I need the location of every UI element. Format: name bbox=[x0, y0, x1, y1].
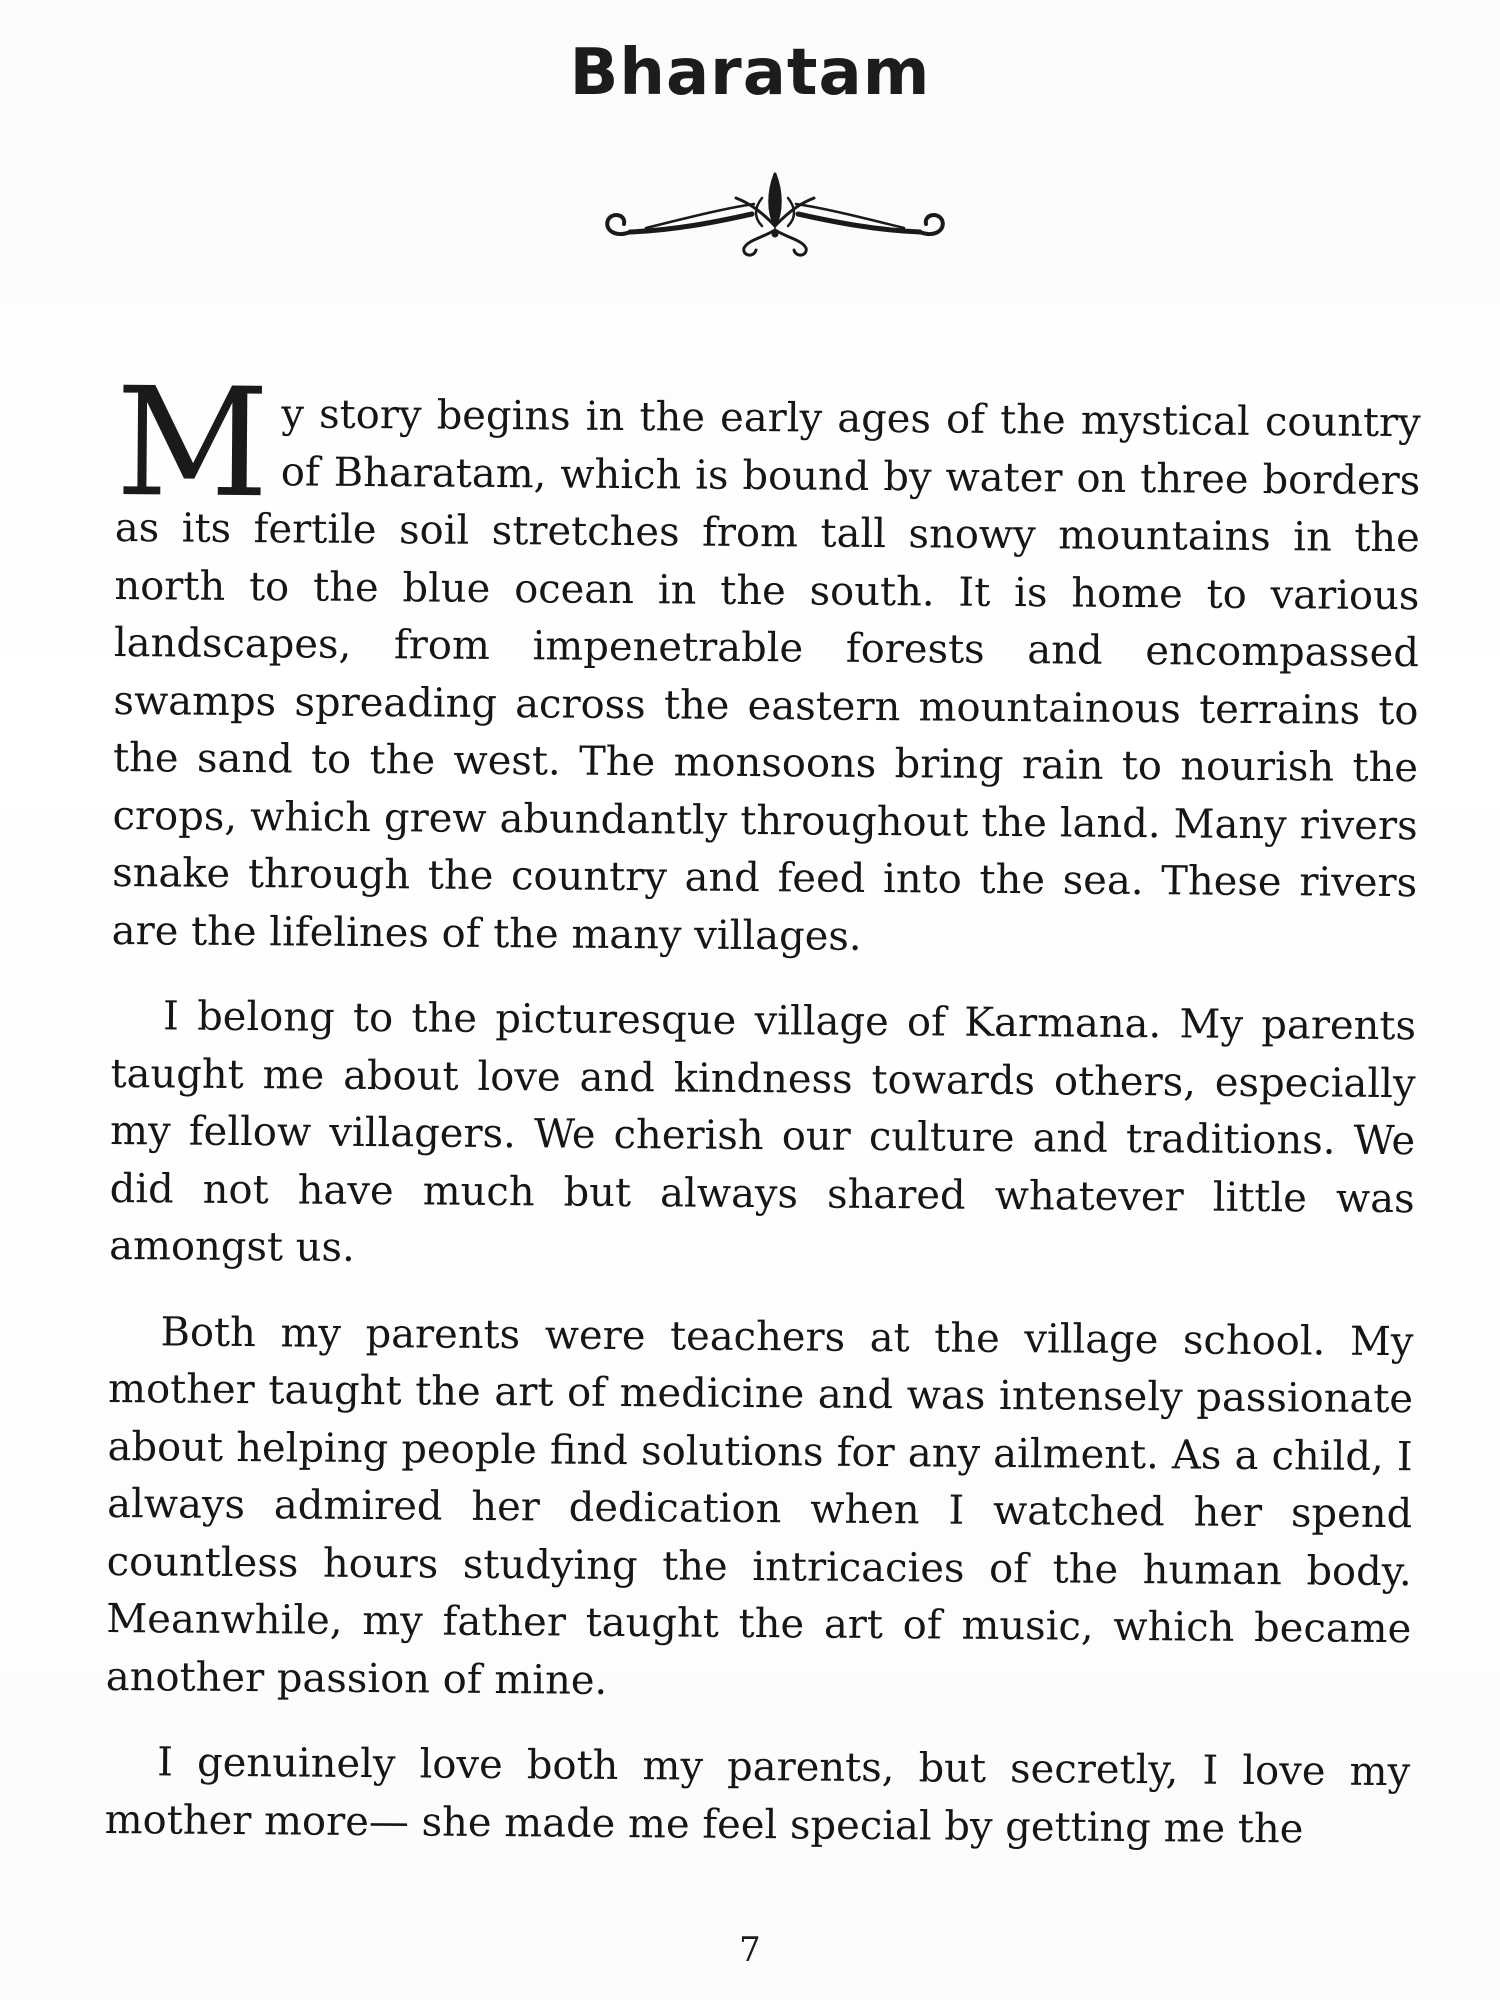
chapter-body bbox=[104, 356, 1421, 1887]
page-number: 7 bbox=[739, 1930, 761, 1970]
chapter-title: Bharatam bbox=[569, 36, 931, 110]
scroll-flourish-icon bbox=[586, 168, 964, 262]
paragraph-1 bbox=[111, 356, 1421, 970]
paragraph-1-text: y story begins in the early ages of the mystical country of Bharatam, which is bound by water on three borders as its fertile soil stretches from tall snowy mountains in the north to the blue ocean in the south. It is home to various landscapes, from impenetrable forests and encompassed swamps spreading across the eastern mountainous terrains to the sand to the west. The monsoons bring rain to nourish the crops, which grew abundantly throughout the land. Many rivers snake through the country and feed into the sea. These rivers are the lifelines of the many villages. bbox=[111, 391, 1421, 960]
drop-cap: M bbox=[114, 356, 270, 532]
paragraph-4: I genuinely love both my parents, but secretly, I love my mother more— she made me feel special by getting me the bbox=[104, 1739, 1411, 1852]
paragraph-2: I belong to the picturesque village of Karmana. My parents taught me about love and kindness towards others, especially my fellow villagers. We cherish our culture and traditions. We did not have much but always shared whatever little was amongst us. bbox=[109, 993, 1417, 1271]
paragraph-3: Both my parents were teachers at the village school. My mother taught the art of medicine and was intensely passionate about helping people find solutions for any ailment. As a child, I always admired her dedication when I watched her spend countless hours studying the intricacies of the human body. Meanwhile, my father taught the art of music, which became another passion of mine. bbox=[105, 1308, 1414, 1704]
